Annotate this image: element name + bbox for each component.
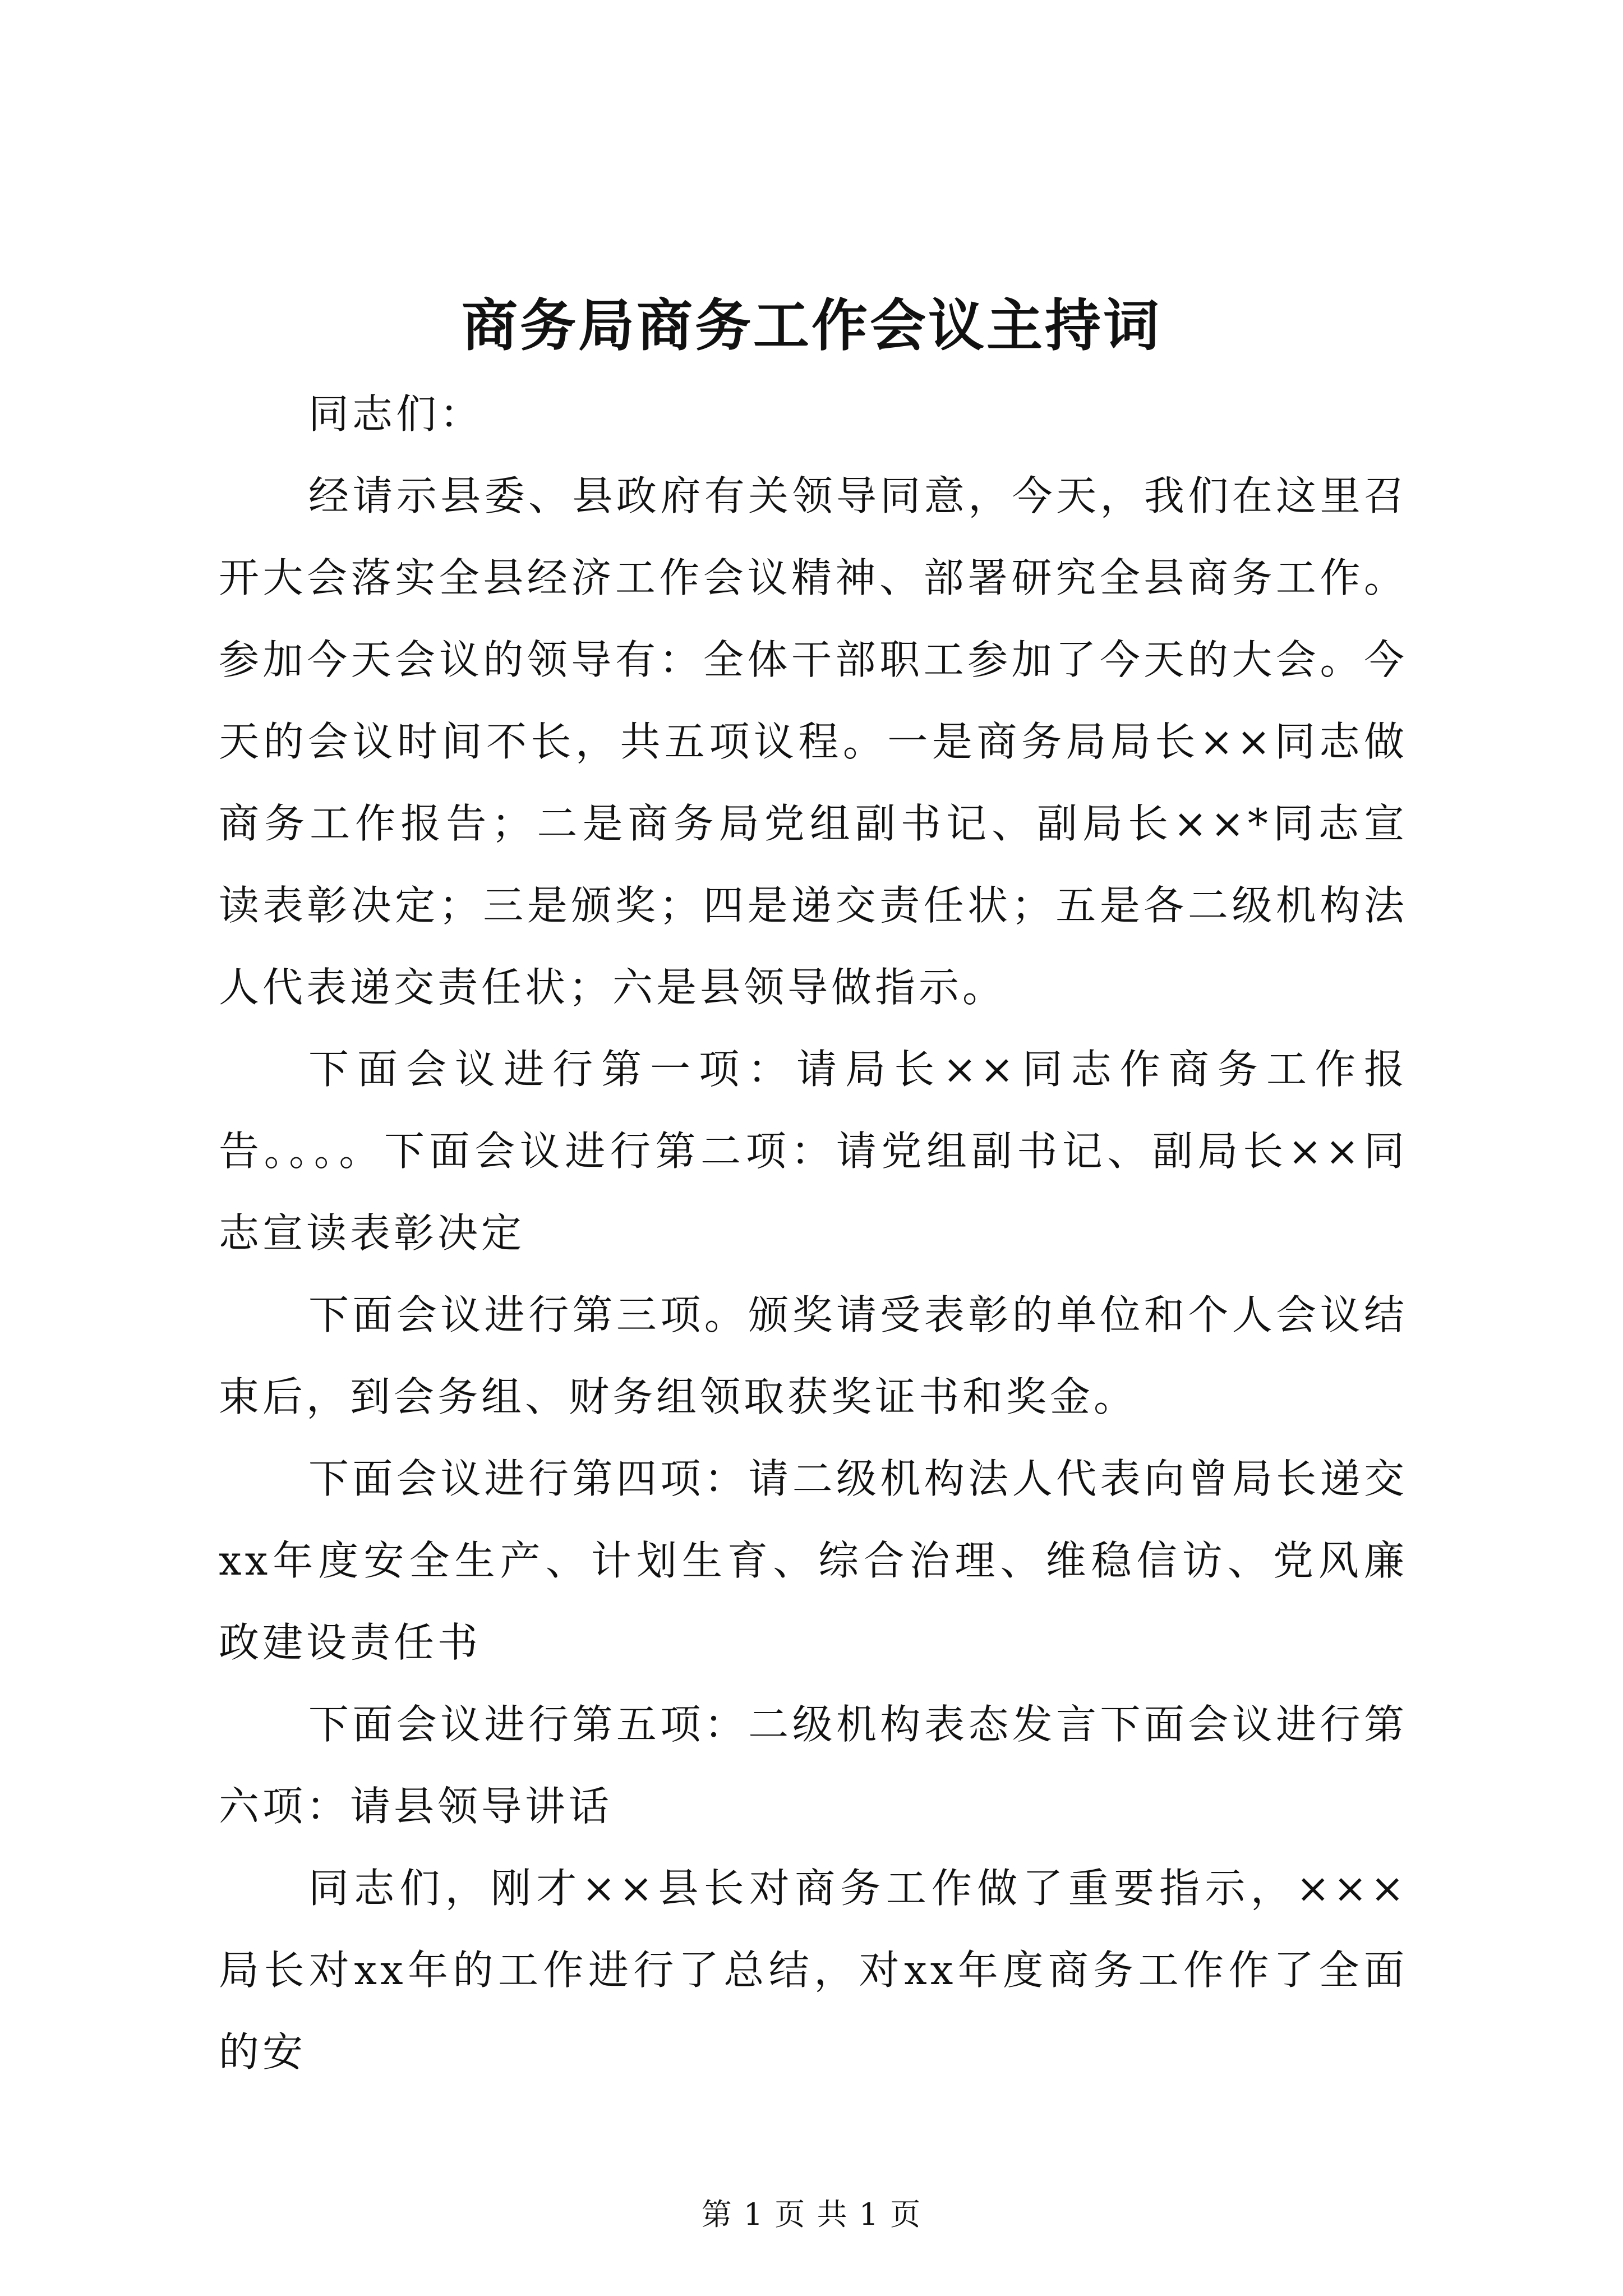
body-paragraph: 下面会议进行第四项：请二级机构法人代表向曾局长递交xx年度安全生产、计划生育、综合治理、维稳信访、党风廉政建设责任书 xyxy=(219,1455,1408,1666)
page-number-footer: 第 1 页 共 1 页 xyxy=(701,2197,922,2232)
body-paragraph: 下面会议进行第三项。颁奖请受表彰的单位和个人会议结束后，到会务组、财务组领取获奖证书和奖金。 xyxy=(219,1291,1408,1420)
document-body xyxy=(219,373,1408,2093)
salutation-paragraph: 同志们： xyxy=(308,390,484,438)
body-paragraph: 下面会议进行第五项：二级机构表态发言下面会议进行第六项：请县领导讲话 xyxy=(219,1701,1408,1830)
body-paragraph: 下面会议进行第一项：请局长××同志作商务工作报告。。。。下面会议进行第二项：请党组副书记、副局长××同志宣读表彰决定 xyxy=(219,1046,1408,1257)
page-title: 商务局商务工作会议主持词 xyxy=(462,292,1161,358)
body-paragraph: 同志们，刚才××县长对商务工作做了重要指示，×××局长对xx年的工作进行了总结，对xx年度商务工作作了全面的安 xyxy=(219,1865,1408,2076)
body-paragraph: 经请示县委、县政府有关领导同意，今天，我们在这里召开大会落实全县经济工作会议精神、部署研究全县商务工作。参加今天会议的领导有：全体干部职工参加了今天的大会。今天的会议时间不长，共五项议程。一是商务局局长××同志做商务工作报告；二是商务局党组副书记、副局长××*同志宣读表彰决定；三是颁奖；四是递交责任状；五是各二级机构法人代表递交责任状；六是县领导做指示。 xyxy=(219,472,1408,1011)
